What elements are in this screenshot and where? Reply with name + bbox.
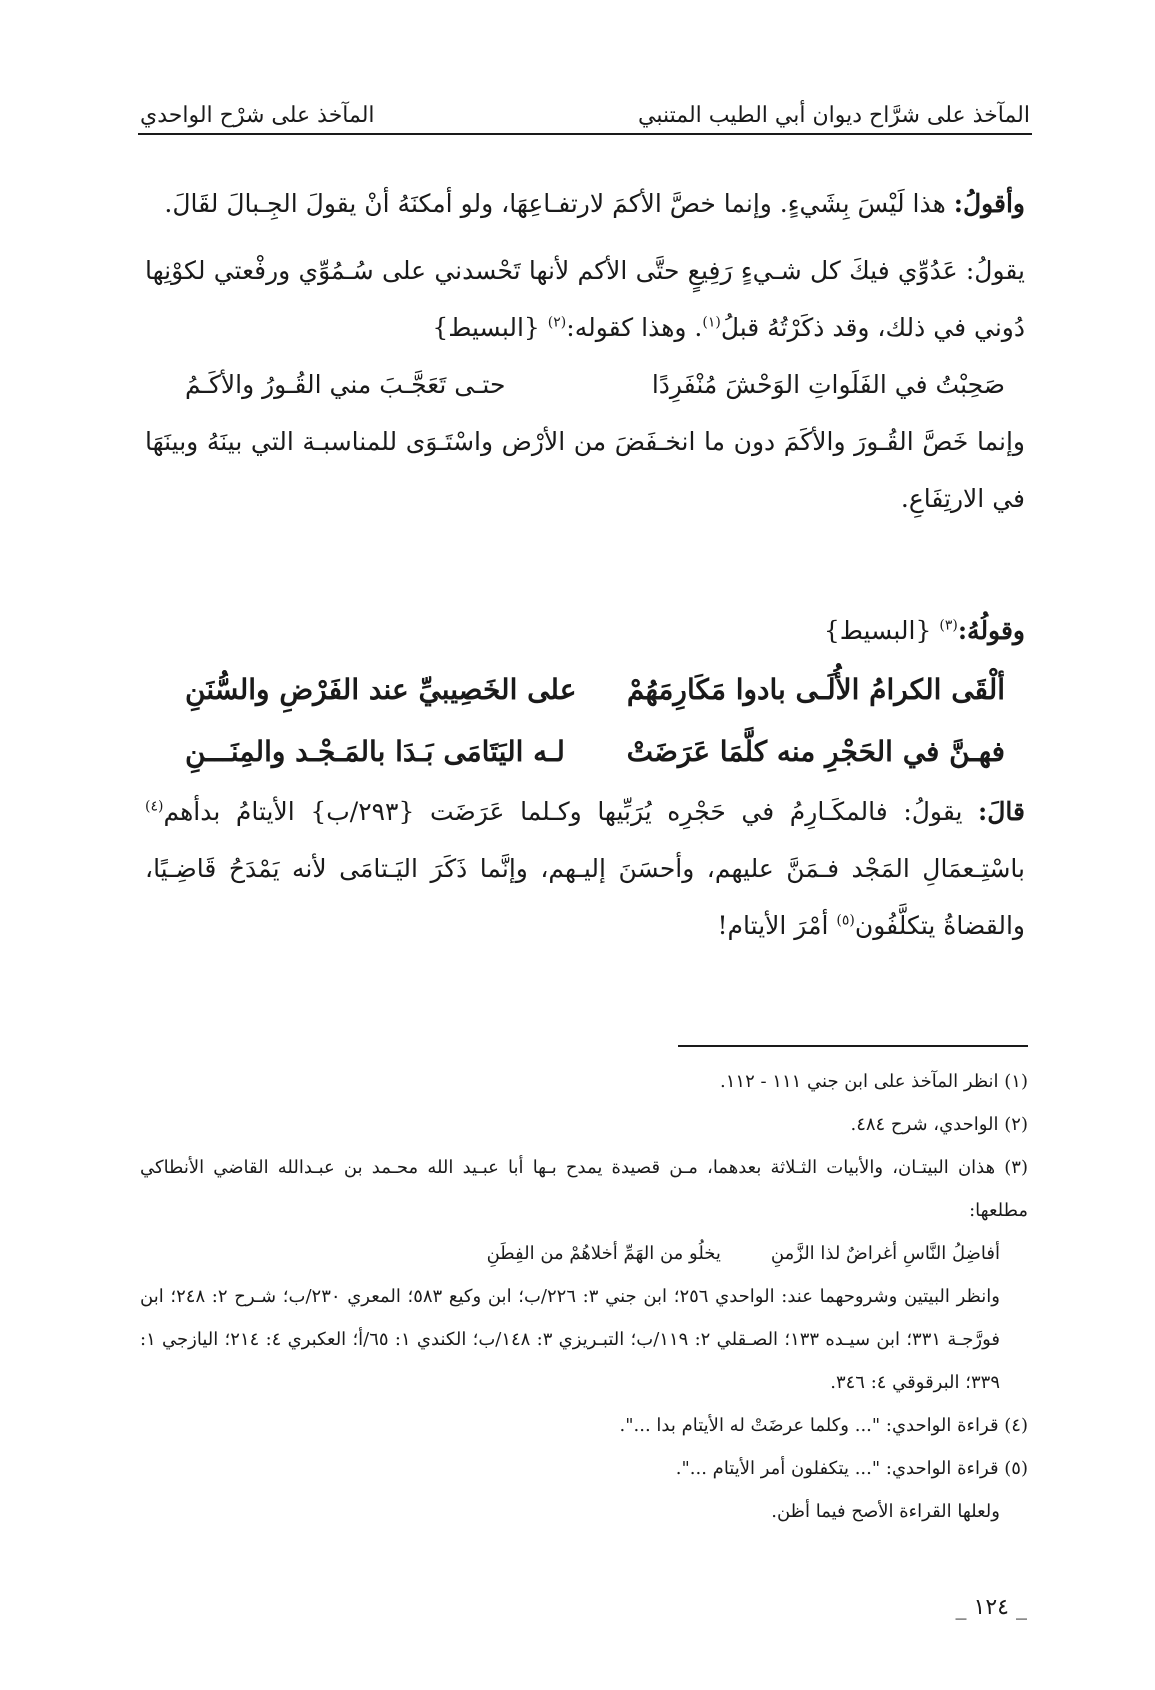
header-book-title: المآخذ على شرَّاح ديوان أبي الطيب المتنبي (638, 103, 1030, 128)
paragraph-text: باسْتِـعمَالِ المَجْد فـمَنَّ عليهم، وأحسَنَ إليـهم، وإنَّما ذَكَرَ اليَـتامَى لأنه يَمْدَحُ قَاضِـيًا، والقضاةُ يتكلَّفُون (145, 854, 1025, 940)
footnote-ref[interactable]: (٢) (547, 314, 567, 331)
paragraph-text: يقولُ: عَدُوِّي فيكَ كل شـيءٍ رَفِيعٍ حتَّى الأكم لأنها تَحْسدني على سُـمُوِّي ورفْعتي لكوْنِها دُوني في ذلك، وقد ذكَرْتُهُ قبلُ (145, 256, 1025, 342)
footnote-ref[interactable]: (١) (702, 314, 721, 331)
poem-verse (145, 356, 1025, 413)
paragraph-commentary (145, 783, 1025, 954)
main-text (145, 175, 1025, 954)
paragraph-text: وإنما خَصَّ القُـورَ والأكَمَ دون ما انخـفَضَ من الأرْض واسْتَـوَى للمناسبـة التي بينَهُ وبينَهَا في الارتِفَاعِ. (145, 427, 1025, 513)
footnote-item: ولعلها القراءة الأصح فيما أظن. (771, 1501, 1000, 1522)
paragraph-explanation (145, 242, 1025, 356)
footnote-ref[interactable]: (٤) (145, 798, 164, 815)
verse-first-hemistich: ألْقَى الكرامُ الأُلَـى بادوا مَكَارِمَهُمْ (626, 673, 1005, 706)
paragraph-explanation (145, 413, 1025, 527)
header-section-title: المآخذ على شرْح الواحدي (140, 103, 375, 128)
footnote-ref[interactable]: (٣) (939, 617, 958, 634)
meter-label: {البسيط} (823, 616, 932, 645)
paragraph-lead: وقولُهُ: (957, 616, 1025, 645)
footnotes (140, 1060, 1028, 1533)
verse-second-hemistich: لـه اليَتَامَى بَـدَا بالمَـجْـد والمِنَـــنِ (185, 735, 565, 768)
footnote-ref[interactable]: (٥) (836, 912, 855, 929)
header-divider (138, 133, 1032, 135)
verse-first-hemistich: صَحِبْتُ في الفَلَواتِ الوَحْشَ مُنْفَرِدًا (651, 370, 1005, 399)
verse-first-hemistich: أفاضِلُ النَّاسِ أغراضٌ لذا الزَّمنِ (770, 1243, 1000, 1264)
verse-first-hemistich: فهـنَّ في الحَجْرِ منه كلَّمَا عَرَضَتْ (626, 735, 1005, 768)
paragraph-text: . وهذا كقوله: (566, 313, 703, 342)
paragraph-text: هذا لَيْسَ بِشَيءٍ. وإنما خصَّ الأكمَ لارتفـاعِهَا، ولو أمكنَهُ أنْ يقولَ الجِـبالَ لقَالَ. (164, 189, 954, 218)
footnote-item: (٢) الواحدي، شرح ٤٨٤. (850, 1114, 1028, 1135)
section-spacer (145, 527, 1025, 602)
footnote-verse (140, 1232, 1028, 1275)
verse-intro (145, 602, 1025, 659)
verse-second-hemistich: حتـى تَعَجَّـبَ مني القُـورُ والأكَـمُ (185, 370, 506, 399)
footnote-item: (٤) قراءة الواحدي: "... وكلما عرضَتْ له الأيتام بدا ...". (619, 1415, 1028, 1436)
verse-second-hemistich: على الخَصِيبيِّ عند الفَرْضِ والسُّنَنِ (185, 673, 577, 706)
footnote-item: (١) انظر المآخذ على ابن جني ١١١ - ١١٢. (720, 1071, 1028, 1092)
page-number: _ ١٢٤ _ (955, 1595, 1027, 1620)
paragraph-lead: قالَ: (978, 797, 1025, 826)
footnote-item: (٣) هذان البيتـان، والأبيات الثـلاثة بعدهما، مـن قصيدة يمدح بـها أبا عبـيد الله محـمد بن عبـدالله القاضي الأنطاكي مطلعها: (140, 1157, 1028, 1221)
paragraph-author-comment (145, 175, 1025, 232)
footnote-divider (678, 1045, 1028, 1047)
verse-second-hemistich: يخلُو من الهَمِّ أخلاهُمْ من الفِطَنِ (486, 1243, 721, 1264)
footnote-item: وانظر البيتين وشروحهما عند: الواحدي ٢٥٦؛ ابن جني ٣: ٢٢٦/ب؛ ابن وكيع ٥٨٣؛ المعري ٢٣٠/ب؛ شـرح ٢: ٢٤٨؛ ابن فورَّجـة ٣٣١؛ ابن سيـده ١٣٣؛ الصـقلي ٢: ١١٩/ب؛ التبـريزي ٣: ١٤٨/ب؛ الكندي ١: ٦٥/أ؛ العكبري ٤: ٢١٤؛ اليازجي ١: ٣٣٩؛ البرقوقي ٤: ٣٤٦. (140, 1286, 1000, 1393)
paragraph-text: يقولُ: فالمكَـارِمُ في حَجْرِه يُرَبِّيها وكـلما عَرَضَت {٢٩٣/ب} الأيتامُ بدأهم (163, 797, 979, 826)
poem-verse (145, 659, 1025, 721)
running-header (140, 88, 1030, 128)
footnote-item: (٥) قراءة الواحدي: "... يتكفلون أمر الأيتام ...". (675, 1458, 1028, 1479)
poem-verse (145, 721, 1025, 783)
paragraph-lead: وأقولُ: (953, 189, 1025, 218)
paragraph-text: أمْرَ الأيتام! (717, 911, 837, 940)
meter-label: {البسيط} (432, 313, 540, 342)
